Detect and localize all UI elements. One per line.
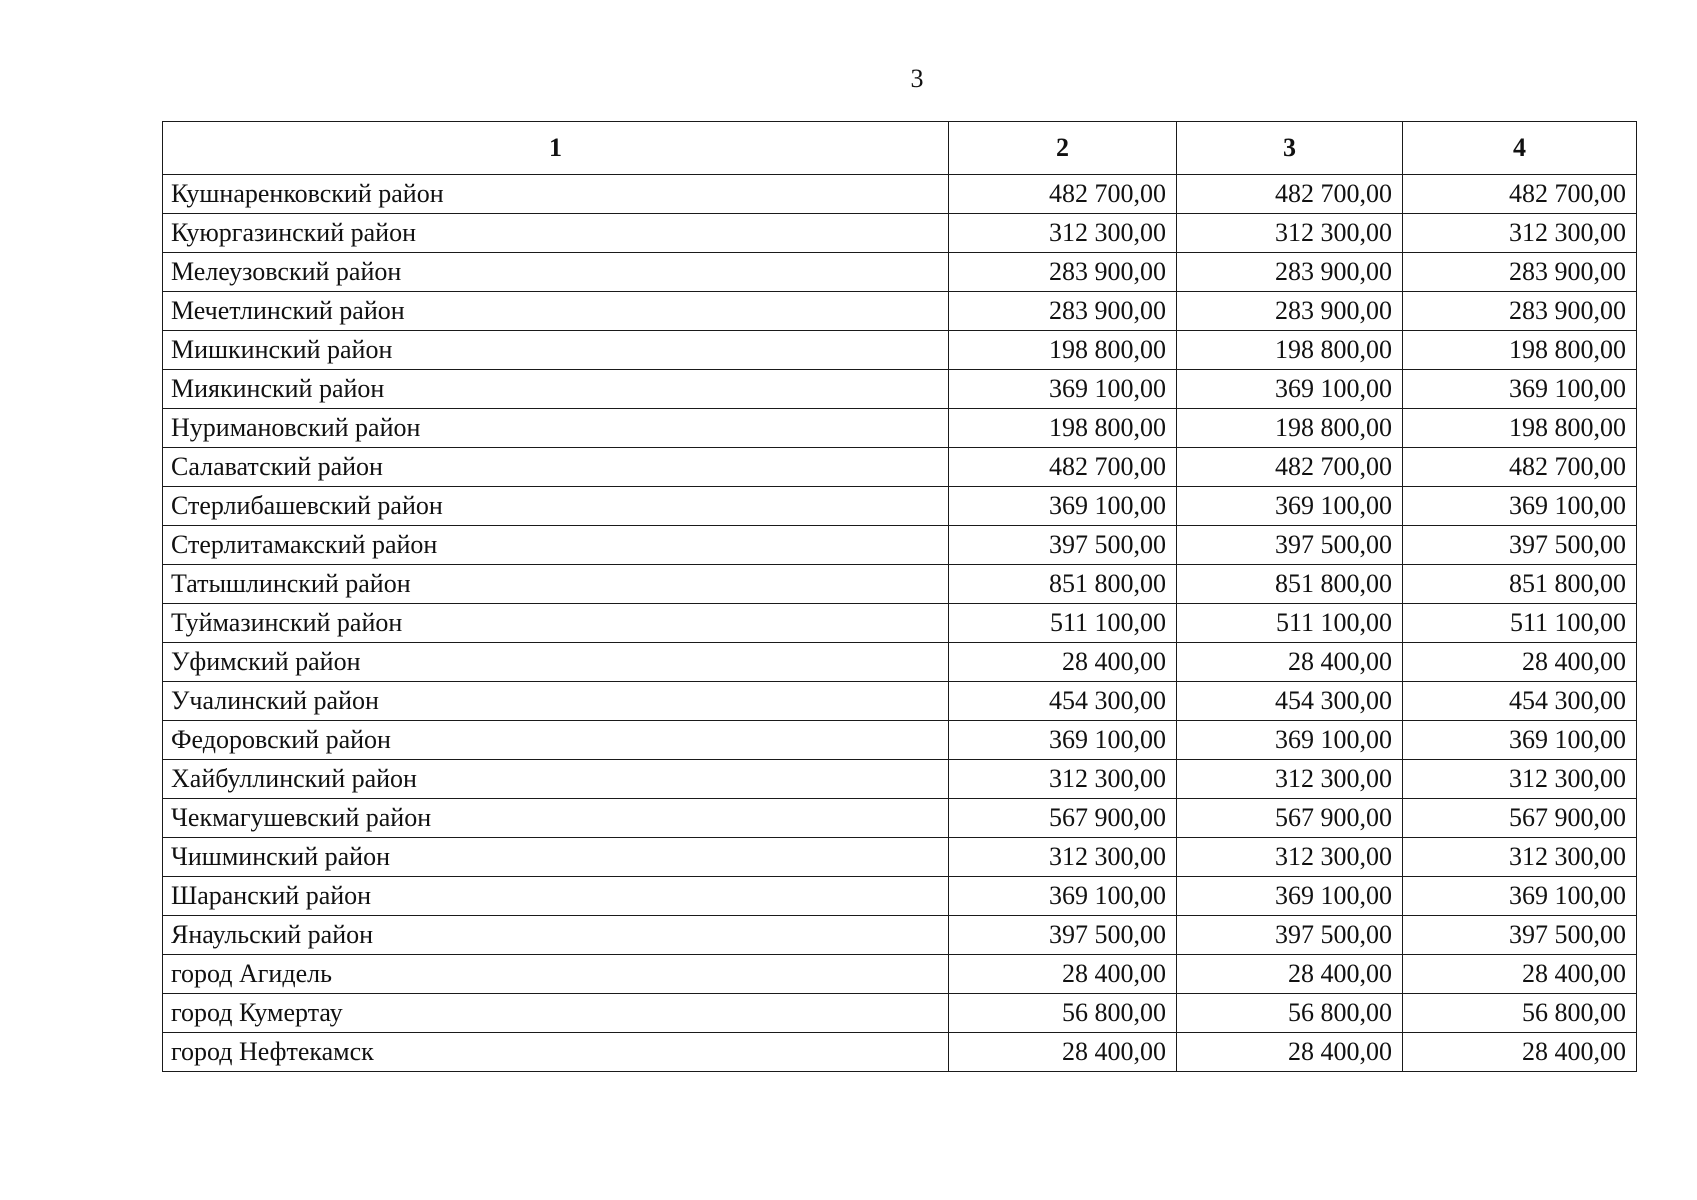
row-value-col2: 312 300,00 — [949, 838, 1177, 877]
table-row — [163, 214, 1637, 253]
table-row — [163, 916, 1637, 955]
row-name-cell: Кушнаренковский район — [163, 175, 949, 214]
row-value-col2: 28 400,00 — [949, 955, 1177, 994]
row-name-cell: Миякинский район — [163, 370, 949, 409]
column-header-2: 2 — [949, 122, 1177, 175]
row-value-col4: 312 300,00 — [1403, 760, 1637, 799]
row-value-col2: 56 800,00 — [949, 994, 1177, 1033]
row-value-col4: 283 900,00 — [1403, 253, 1637, 292]
table-row — [163, 604, 1637, 643]
row-value-col2: 198 800,00 — [949, 409, 1177, 448]
row-name-cell: Стерлитамакский район — [163, 526, 949, 565]
row-value-col2: 369 100,00 — [949, 487, 1177, 526]
row-value-col3: 397 500,00 — [1177, 526, 1403, 565]
row-value-col4: 56 800,00 — [1403, 994, 1637, 1033]
row-value-col3: 369 100,00 — [1177, 370, 1403, 409]
row-name-cell: Хайбуллинский район — [163, 760, 949, 799]
row-value-col2: 312 300,00 — [949, 760, 1177, 799]
row-value-col2: 283 900,00 — [949, 292, 1177, 331]
row-name-cell: Шаранский район — [163, 877, 949, 916]
table-row — [163, 838, 1637, 877]
row-name-cell: Татышлинский район — [163, 565, 949, 604]
row-value-col4: 454 300,00 — [1403, 682, 1637, 721]
row-value-col2: 28 400,00 — [949, 1033, 1177, 1072]
row-value-col3: 312 300,00 — [1177, 838, 1403, 877]
row-name-cell: Учалинский район — [163, 682, 949, 721]
row-value-col2: 369 100,00 — [949, 877, 1177, 916]
row-value-col2: 397 500,00 — [949, 916, 1177, 955]
table-row — [163, 643, 1637, 682]
table-row — [163, 1033, 1637, 1072]
row-value-col2: 454 300,00 — [949, 682, 1177, 721]
row-name-cell: город Агидель — [163, 955, 949, 994]
row-value-col3: 369 100,00 — [1177, 487, 1403, 526]
row-name-cell: Уфимский район — [163, 643, 949, 682]
row-name-cell: Нуримановский район — [163, 409, 949, 448]
row-value-col2: 369 100,00 — [949, 721, 1177, 760]
row-value-col2: 369 100,00 — [949, 370, 1177, 409]
row-value-col3: 369 100,00 — [1177, 721, 1403, 760]
row-value-col4: 198 800,00 — [1403, 331, 1637, 370]
row-value-col3: 482 700,00 — [1177, 448, 1403, 487]
row-value-col4: 397 500,00 — [1403, 526, 1637, 565]
row-value-col3: 851 800,00 — [1177, 565, 1403, 604]
row-value-col4: 28 400,00 — [1403, 1033, 1637, 1072]
row-value-col3: 28 400,00 — [1177, 1033, 1403, 1072]
table-row — [163, 760, 1637, 799]
row-value-col4: 198 800,00 — [1403, 409, 1637, 448]
table-row — [163, 994, 1637, 1033]
row-value-col3: 198 800,00 — [1177, 409, 1403, 448]
column-header-1: 1 — [163, 122, 949, 175]
row-value-col2: 397 500,00 — [949, 526, 1177, 565]
row-value-col3: 56 800,00 — [1177, 994, 1403, 1033]
column-header-3: 3 — [1177, 122, 1403, 175]
row-value-col3: 312 300,00 — [1177, 760, 1403, 799]
row-name-cell: город Кумертау — [163, 994, 949, 1033]
table-row — [163, 955, 1637, 994]
table-row — [163, 292, 1637, 331]
table-row — [163, 526, 1637, 565]
row-value-col2: 482 700,00 — [949, 175, 1177, 214]
row-value-col3: 283 900,00 — [1177, 253, 1403, 292]
table-header-row — [163, 122, 1637, 175]
table-row — [163, 682, 1637, 721]
row-value-col4: 369 100,00 — [1403, 370, 1637, 409]
row-value-col4: 369 100,00 — [1403, 877, 1637, 916]
row-value-col2: 198 800,00 — [949, 331, 1177, 370]
row-name-cell: Федоровский район — [163, 721, 949, 760]
data-table — [162, 121, 1637, 1072]
row-value-col4: 511 100,00 — [1403, 604, 1637, 643]
row-value-col3: 369 100,00 — [1177, 877, 1403, 916]
table-row — [163, 877, 1637, 916]
table-row — [163, 448, 1637, 487]
row-value-col4: 28 400,00 — [1403, 955, 1637, 994]
row-value-col3: 28 400,00 — [1177, 955, 1403, 994]
row-value-col4: 482 700,00 — [1403, 175, 1637, 214]
row-value-col3: 28 400,00 — [1177, 643, 1403, 682]
row-value-col3: 482 700,00 — [1177, 175, 1403, 214]
row-name-cell: Чишминский район — [163, 838, 949, 877]
row-value-col2: 312 300,00 — [949, 214, 1177, 253]
row-value-col4: 283 900,00 — [1403, 292, 1637, 331]
row-value-col4: 312 300,00 — [1403, 214, 1637, 253]
row-value-col4: 567 900,00 — [1403, 799, 1637, 838]
row-name-cell: Салаватский район — [163, 448, 949, 487]
row-value-col2: 283 900,00 — [949, 253, 1177, 292]
row-value-col4: 369 100,00 — [1403, 721, 1637, 760]
row-name-cell: Мишкинский район — [163, 331, 949, 370]
column-header-4: 4 — [1403, 122, 1637, 175]
row-value-col3: 567 900,00 — [1177, 799, 1403, 838]
row-value-col3: 454 300,00 — [1177, 682, 1403, 721]
table-row — [163, 799, 1637, 838]
table-row — [163, 253, 1637, 292]
row-value-col2: 851 800,00 — [949, 565, 1177, 604]
row-name-cell: Туймазинский район — [163, 604, 949, 643]
page-number: 3 — [910, 64, 924, 93]
table-row — [163, 370, 1637, 409]
row-name-cell: Мечетлинский район — [163, 292, 949, 331]
row-value-col4: 482 700,00 — [1403, 448, 1637, 487]
table-row — [163, 565, 1637, 604]
table-row — [163, 409, 1637, 448]
row-value-col4: 312 300,00 — [1403, 838, 1637, 877]
table-row — [163, 331, 1637, 370]
row-name-cell: город Нефтекамск — [163, 1033, 949, 1072]
row-value-col2: 28 400,00 — [949, 643, 1177, 682]
row-value-col3: 397 500,00 — [1177, 916, 1403, 955]
row-value-col2: 511 100,00 — [949, 604, 1177, 643]
table-row — [163, 175, 1637, 214]
row-value-col3: 511 100,00 — [1177, 604, 1403, 643]
row-name-cell: Чекмагушевский район — [163, 799, 949, 838]
row-name-cell: Мелеузовский район — [163, 253, 949, 292]
table-row — [163, 487, 1637, 526]
row-value-col4: 397 500,00 — [1403, 916, 1637, 955]
row-value-col3: 312 300,00 — [1177, 214, 1403, 253]
row-value-col3: 283 900,00 — [1177, 292, 1403, 331]
row-value-col4: 851 800,00 — [1403, 565, 1637, 604]
row-value-col4: 369 100,00 — [1403, 487, 1637, 526]
table-row — [163, 721, 1637, 760]
row-value-col4: 28 400,00 — [1403, 643, 1637, 682]
table-body — [163, 175, 1637, 1072]
row-value-col3: 198 800,00 — [1177, 331, 1403, 370]
row-name-cell: Стерлибашевский район — [163, 487, 949, 526]
row-name-cell: Куюргазинский район — [163, 214, 949, 253]
row-name-cell: Янаульский район — [163, 916, 949, 955]
row-value-col2: 482 700,00 — [949, 448, 1177, 487]
row-value-col2: 567 900,00 — [949, 799, 1177, 838]
